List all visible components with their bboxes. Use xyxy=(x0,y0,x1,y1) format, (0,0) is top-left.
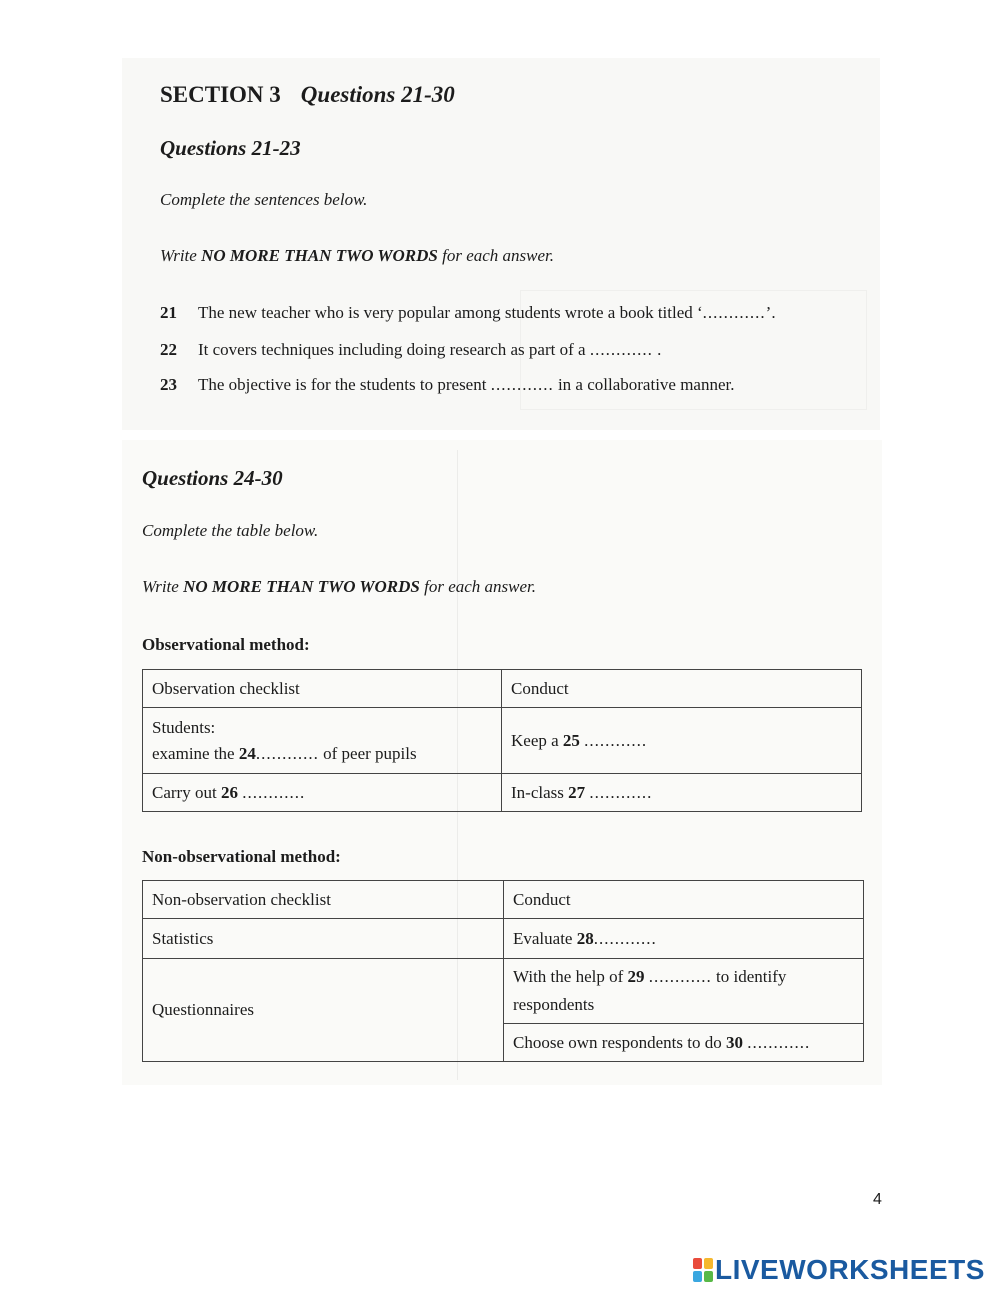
table-row xyxy=(143,919,864,959)
answer-blank-29[interactable]: ............ xyxy=(648,967,712,986)
answer-blank-21[interactable]: ............ xyxy=(702,303,766,322)
table-cell: Evaluate 28............ xyxy=(504,919,864,959)
table-header-cell: Conduct xyxy=(502,670,862,708)
answer-blank-28[interactable]: ............ xyxy=(593,928,657,948)
part1-heading: Questions 21-23 xyxy=(160,136,301,160)
table-cell: Keep a 25 ............ xyxy=(502,708,862,774)
observational-method-title: Observational method: xyxy=(142,635,310,654)
page-number: 4 xyxy=(873,1191,882,1208)
non-observational-table xyxy=(142,880,864,1062)
table-cell: With the help of 29 ............ to identify respondents xyxy=(504,959,864,1024)
answer-blank-24[interactable]: ............ xyxy=(255,743,319,763)
answer-blank-23[interactable]: ............ xyxy=(490,375,554,394)
liveworksheets-logo-icon xyxy=(693,1258,713,1282)
part2-heading: Questions 24-30 xyxy=(142,466,283,490)
table-header-cell: Conduct xyxy=(504,881,864,919)
table-cell: Questionnaires xyxy=(143,959,504,1062)
non-observational-method-title: Non-observational method: xyxy=(142,847,341,866)
table-row xyxy=(143,881,864,919)
table-header-cell: Non-observation checklist xyxy=(143,881,504,919)
table-cell: Statistics xyxy=(143,919,504,959)
answer-blank-27[interactable]: ............ xyxy=(589,782,653,802)
section-title: SECTION 3 Questions 21-30 xyxy=(160,82,455,107)
part2-instruction: Complete the table below. xyxy=(142,521,319,540)
section-range: Questions 21-30 xyxy=(300,82,455,107)
part1-word-limit: Write NO MORE THAN TWO WORDS for each answer. xyxy=(160,246,555,265)
part2-word-limit: Write NO MORE THAN TWO WORDS for each answer. xyxy=(142,577,537,596)
question-21: 21 The new teacher who is very popular among students wrote a book titled ‘............’. xyxy=(160,303,776,322)
observational-table xyxy=(142,669,862,812)
answer-blank-25[interactable]: ............ xyxy=(584,730,648,750)
table-cell: Carry out 26 ............ xyxy=(143,774,502,812)
table-row xyxy=(143,670,862,708)
answer-blank-22[interactable]: ............ xyxy=(589,340,653,359)
answer-blank-30[interactable]: ............ xyxy=(747,1032,811,1052)
table-row xyxy=(143,959,864,1024)
answer-blank-26[interactable]: ............ xyxy=(242,782,306,802)
question-22: 22 It covers techniques including doing research as part of a ............ . xyxy=(160,340,662,359)
brand-logo[interactable] xyxy=(693,1255,985,1285)
table-row xyxy=(143,708,862,774)
table-row xyxy=(143,774,862,812)
brand-name: LIVEWORKSHEETS xyxy=(715,1254,985,1285)
table-cell: In-class 27 ............ xyxy=(502,774,862,812)
question-23: 23 The objective is for the students to present ............ in a collaborative manner. xyxy=(160,375,735,394)
table-header-cell: Observation checklist xyxy=(143,670,502,708)
part1-instruction: Complete the sentences below. xyxy=(160,190,368,209)
table-cell: Choose own respondents to do 30 ............ xyxy=(504,1024,864,1062)
table-cell: Students: examine the 24............ of peer pupils xyxy=(143,708,502,774)
